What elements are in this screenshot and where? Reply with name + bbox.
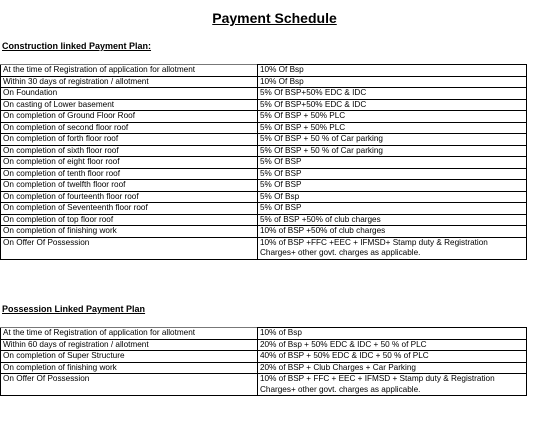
payment-amount-cell: 5% Of BSP + 50% PLC [258,122,527,134]
possession-plan-heading: Possession Linked Payment Plan [2,304,146,314]
table-row [1,226,527,238]
table-row [1,237,527,259]
payment-amount-cell: 10% of BSP + FFC + EEC + IFMSD + Stamp duty & Registration Charges+ other govt. charges as applicable. [258,374,527,396]
payment-stage-cell: On completion of Seventeenth floor roof [1,203,258,215]
payment-stage-cell: On completion of Super Structure [1,351,258,363]
payment-stage-cell: On completion of forth floor roof [1,134,258,146]
payment-amount-cell: 5% Of BSP + 50 % of Car parking [258,134,527,146]
payment-stage-cell: On Offer Of Possession [1,237,258,259]
table-row [1,134,527,146]
table-row [1,157,527,169]
payment-amount-cell: 10% of BSP +FFC +EEC + IFMSD+ Stamp duty & Registration Charges+ other govt. charges as applicable. [258,237,527,259]
payment-stage-cell: On completion of tenth floor roof [1,168,258,180]
payment-stage-cell: On completion of twelfth floor roof [1,180,258,192]
payment-stage-cell: On casting of Lower basement [1,99,258,111]
table-row [1,145,527,157]
payment-stage-cell: On Foundation [1,88,258,100]
table-row [1,374,527,396]
table-row [1,88,527,100]
payment-amount-cell: 5% Of BSP + 50% PLC [258,111,527,123]
payment-amount-cell: 5% of BSP +50% of club charges [258,214,527,226]
payment-stage-cell: On Offer Of Possession [1,374,258,396]
table-row [1,76,527,88]
table-row [1,362,527,374]
payment-amount-cell: 5% Of BSP+50% EDC & IDC [258,99,527,111]
payment-amount-cell: 40% of BSP + 50% EDC & IDC + 50 % of PLC [258,351,527,363]
construction-payment-table [0,64,527,260]
table-row [1,168,527,180]
table-row [1,111,527,123]
possession-payment-table [0,327,527,396]
payment-stage-cell: Within 60 days of registration / allotment [1,339,258,351]
payment-amount-cell: 10% Of Bsp [258,65,527,77]
table-row [1,180,527,192]
payment-stage-cell: On completion of fourteenth floor roof [1,191,258,203]
payment-stage-cell: On completion of sixth floor roof [1,145,258,157]
payment-stage-cell: On completion of finishing work [1,226,258,238]
payment-amount-cell: 10% Of Bsp [258,76,527,88]
payment-stage-cell: On completion of finishing work [1,362,258,374]
payment-amount-cell: 5% Of BSP [258,180,527,192]
table-row [1,203,527,215]
table-row [1,122,527,134]
table-row [1,99,527,111]
payment-stage-cell: Within 30 days of registration / allotment [1,76,258,88]
payment-amount-cell: 10% of Bsp [258,328,527,340]
table-row [1,339,527,351]
construction-plan-heading: Construction linked Payment Plan: [2,41,152,51]
payment-amount-cell: 20% of BSP + Club Charges + Car Parking [258,362,527,374]
table-row [1,65,527,77]
payment-stage-cell: On completion of eight floor roof [1,157,258,169]
table-row [1,328,527,340]
payment-amount-cell: 5% Of BSP + 50 % of Car parking [258,145,527,157]
payment-amount-cell: 5% Of BSP [258,168,527,180]
payment-amount-cell: 5% Of BSP [258,203,527,215]
payment-amount-cell: 5% Of BSP+50% EDC & IDC [258,88,527,100]
page-title: Payment Schedule [212,10,337,26]
payment-amount-cell: 5% Of BSP [258,157,527,169]
payment-stage-cell: At the time of Registration of application for allotment [1,65,258,77]
payment-stage-cell: At the time of Registration of application for allotment [1,328,258,340]
payment-stage-cell: On completion of second floor roof [1,122,258,134]
payment-amount-cell: 5% Of Bsp [258,191,527,203]
table-row [1,191,527,203]
possession-table-body [1,328,527,396]
payment-amount-cell: 10% of BSP +50% of club charges [258,226,527,238]
construction-table-body [1,65,527,260]
table-row [1,351,527,363]
table-row [1,214,527,226]
payment-amount-cell: 20% of Bsp + 50% EDC & IDC + 50 % of PLC [258,339,527,351]
payment-stage-cell: On completion of Ground Floor Roof [1,111,258,123]
payment-stage-cell: On completion of top floor roof [1,214,258,226]
